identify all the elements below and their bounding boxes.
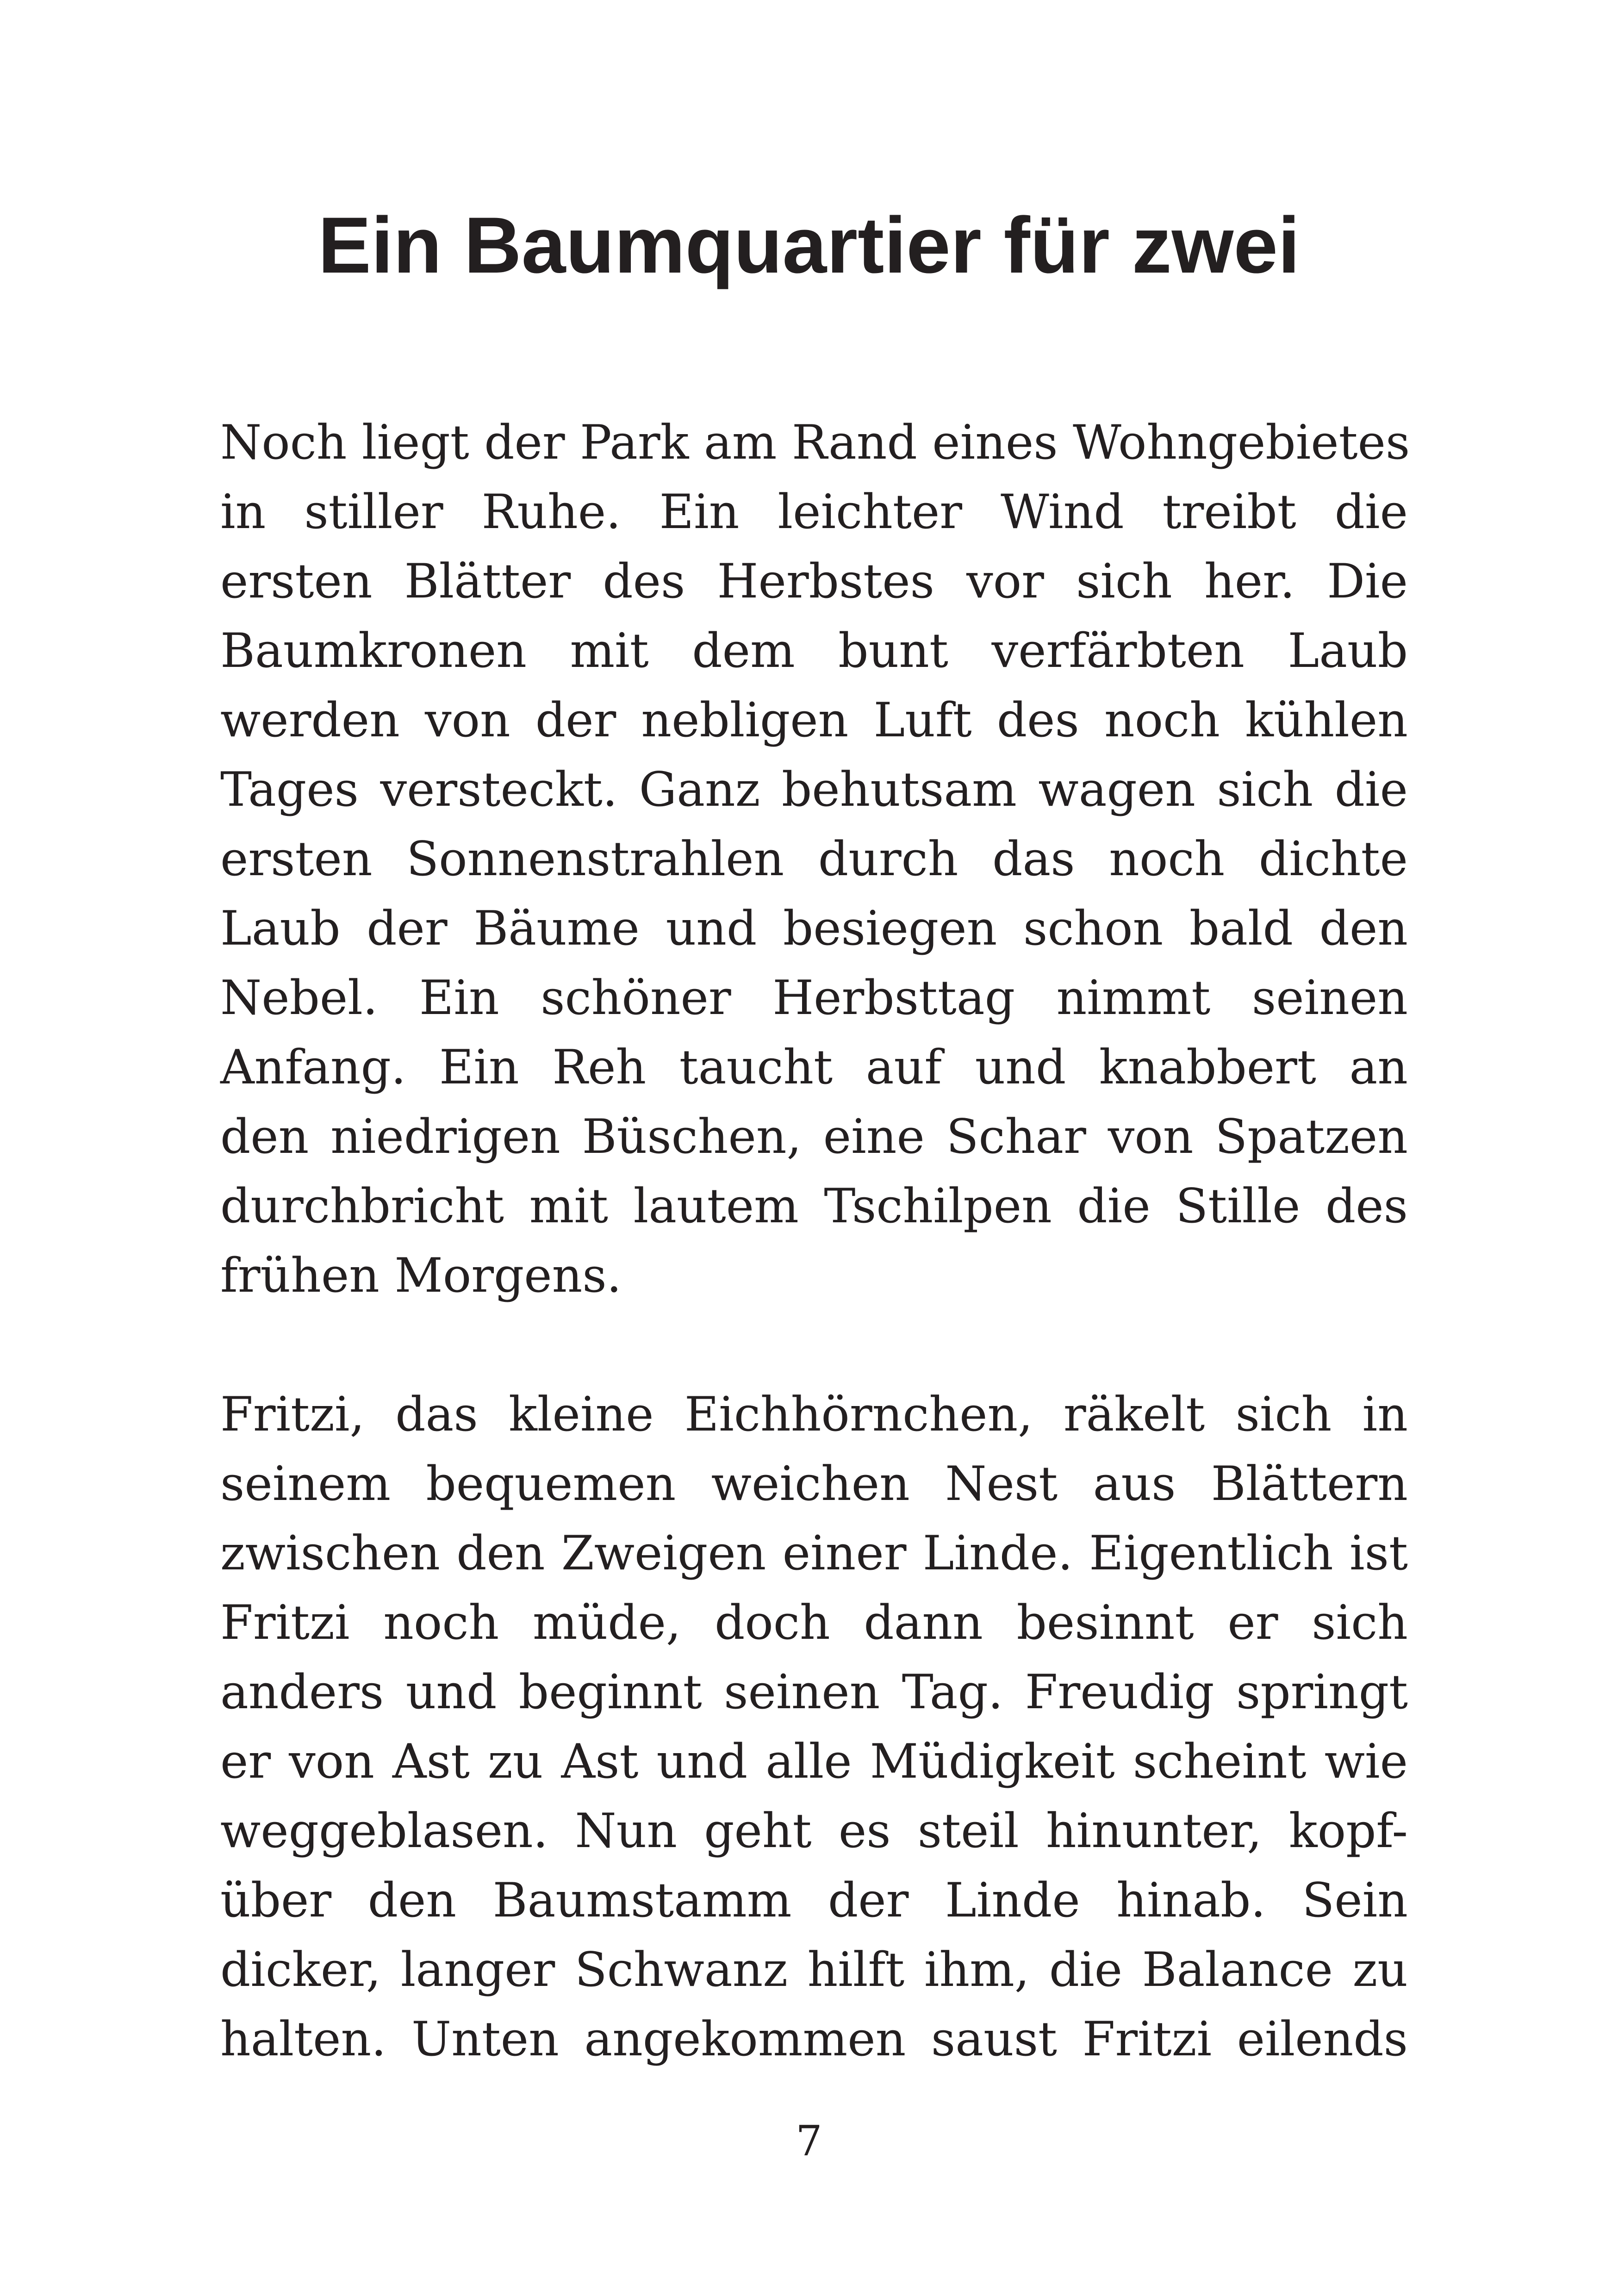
- text-line: anders und beginnt seinen Tag. Freudig springt: [220, 1665, 1408, 1720]
- text-line: dicker, langer Schwanz hilft ihm, die Balance zu: [220, 1942, 1408, 1997]
- text-line: frühen Morgens.: [220, 1248, 622, 1303]
- text-line: durchbricht mit lautem Tschilpen die Stille des: [220, 1179, 1408, 1234]
- text-line: Fritzi, das kleine Eichhörnchen, räkelt sich in: [220, 1387, 1408, 1442]
- text-line: ersten Sonnenstrahlen durch das noch dichte: [220, 832, 1408, 887]
- text-line: Tages versteckt. Ganz behutsam wagen sich die: [220, 762, 1408, 817]
- text-line: Noch liegt der Park am Rand eines Wohngebietes: [220, 415, 1410, 470]
- text-line: ersten Blätter des Herbstes vor sich her. Die: [220, 554, 1408, 609]
- text-line: Baumkronen mit dem bunt verfärbten Laub: [220, 623, 1408, 678]
- text-line: halten. Unten angekommen saust Fritzi eilends: [220, 2012, 1408, 2067]
- text-line: Fritzi noch müde, doch dann besinnt er sich: [220, 1595, 1408, 1650]
- paragraph-1: [220, 408, 1408, 1311]
- text-line: seinem bequemen weichen Nest aus Blättern: [220, 1456, 1408, 1512]
- text-line: Anfang. Ein Reh taucht auf und knabbert an: [220, 1040, 1408, 1095]
- text-line: den niedrigen Büschen, eine Schar von Spatzen: [220, 1109, 1408, 1164]
- text-line: Nebel. Ein schöner Herbsttag nimmt seinen: [220, 971, 1408, 1026]
- text-line: weggeblasen. Nun geht es steil hinunter, kopf-: [220, 1804, 1408, 1859]
- text-line: über den Baumstamm der Linde hinab. Sein: [220, 1873, 1408, 1928]
- page-number: 7: [796, 2117, 822, 2165]
- text-line: in stiller Ruhe. Ein leichter Wind treibt die: [220, 485, 1408, 540]
- paragraph-2: [220, 1380, 1408, 2074]
- text-line: er von Ast zu Ast und alle Müdigkeit scheint wie: [220, 1734, 1408, 1789]
- chapter-title: Ein Baumquartier für zwei: [318, 201, 1300, 290]
- text-line: werden von der nebligen Luft des noch kühlen: [220, 693, 1408, 748]
- text-line: Laub der Bäume und besiegen schon bald den: [220, 901, 1408, 956]
- text-line: zwischen den Zweigen einer Linde. Eigentlich ist: [220, 1526, 1408, 1581]
